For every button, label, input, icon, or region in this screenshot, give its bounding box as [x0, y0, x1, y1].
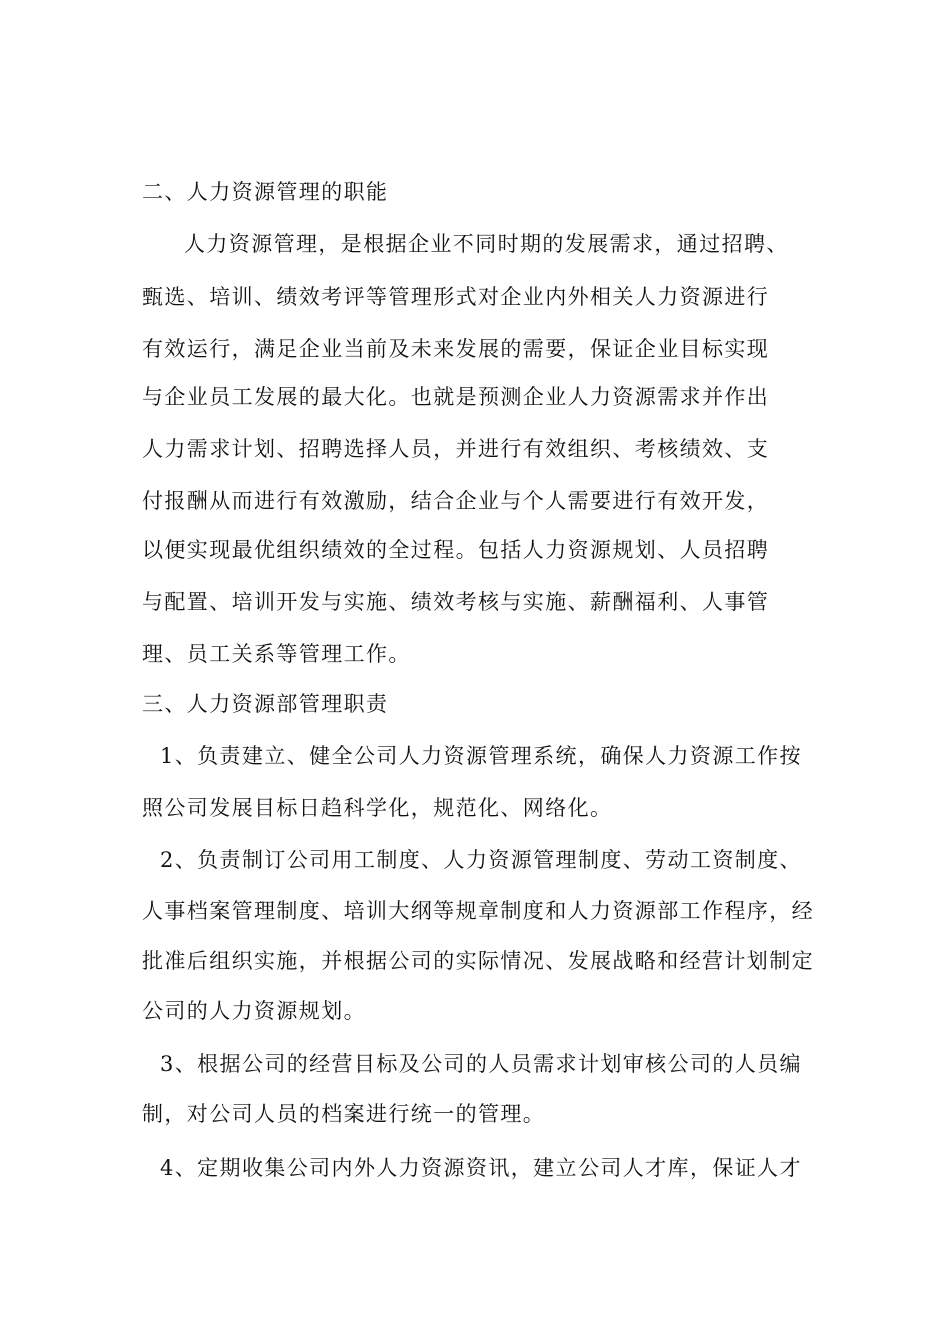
list-item-line: 制，对公司人员的档案进行统一的管理。	[142, 1102, 546, 1126]
list-item-line: 4、定期收集公司内外人力资源资讯，建立公司人才库，保证人才	[160, 1156, 802, 1180]
list-item-line: 1、负责建立、健全公司人力资源管理系统，确保人力资源工作按	[160, 744, 802, 768]
list-item-line: 公司的人力资源规划。	[142, 999, 366, 1023]
paragraph-line: 付报酬从而进行有效激励，结合企业与个人需要进行有效开发，	[142, 489, 770, 513]
paragraph-line: 与企业员工发展的最大化。也就是预测企业人力资源需求并作出	[142, 385, 770, 409]
list-item-line: 3、根据公司的经营目标及公司的人员需求计划审核公司的人员编	[160, 1052, 802, 1076]
section-heading: 二、人力资源管理的职能	[142, 180, 389, 204]
list-item-line: 人事档案管理制度、培训大纲等规章制度和人力资源部工作程序，经	[142, 899, 814, 923]
paragraph-line: 与配置、培训开发与实施、绩效考核与实施、薪酬福利、人事管	[142, 590, 770, 614]
paragraph-line: 人力需求计划、招聘选择人员，并进行有效组织、考核绩效、支	[142, 437, 770, 461]
paragraph-line: 理、员工关系等管理工作。	[142, 642, 411, 666]
paragraph-line: 以便实现最优组织绩效的全过程。包括人力资源规划、人员招聘	[142, 538, 770, 562]
list-item-line: 2、负责制订公司用工制度、人力资源管理制度、劳动工资制度、	[160, 848, 802, 872]
paragraph-line: 有效运行，满足企业当前及未来发展的需要，保证企业目标实现	[142, 337, 770, 361]
list-item-line: 照公司发展目标日趋科学化，规范化、网络化。	[142, 796, 613, 820]
section-heading: 三、人力资源部管理职责	[142, 692, 389, 716]
paragraph-line: 甄选、培训、绩效考评等管理形式对企业内外相关人力资源进行	[142, 285, 770, 309]
paragraph-line: 人力资源管理，是根据企业不同时期的发展需求，通过招聘、	[184, 232, 789, 256]
list-item-line: 批准后组织实施，并根据公司的实际情况、发展战略和经营计划制定	[142, 949, 814, 973]
